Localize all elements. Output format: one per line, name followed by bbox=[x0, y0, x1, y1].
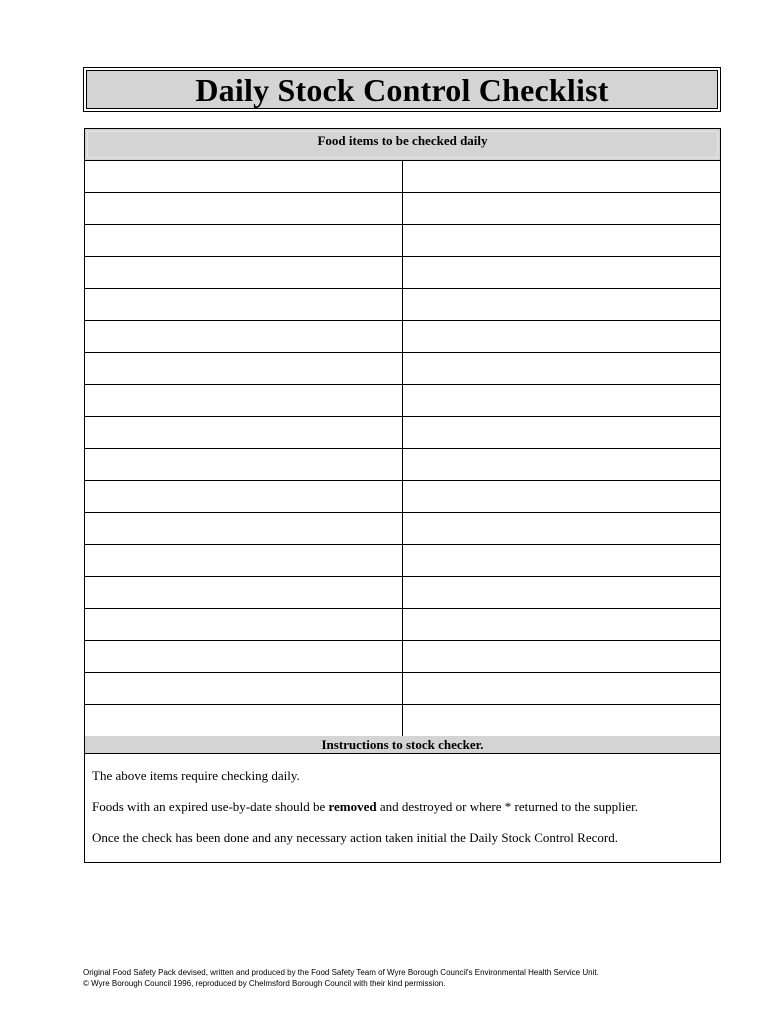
checklist-row bbox=[85, 321, 720, 353]
checklist-cell-left[interactable] bbox=[85, 641, 403, 672]
checklist-cell-left[interactable] bbox=[85, 193, 403, 224]
checklist-cell-left[interactable] bbox=[85, 321, 403, 352]
page-title: Daily Stock Control Checklist bbox=[195, 71, 609, 108]
checklist-header: Food items to be checked daily bbox=[87, 131, 718, 158]
checklist-cell-right[interactable] bbox=[403, 385, 720, 416]
checklist-row bbox=[85, 161, 720, 193]
checklist-cell-right[interactable] bbox=[403, 449, 720, 480]
checklist-cell-right[interactable] bbox=[403, 257, 720, 288]
checklist-cell-right[interactable] bbox=[403, 225, 720, 256]
checklist-cell-left[interactable] bbox=[85, 545, 403, 576]
checklist-grid bbox=[85, 161, 720, 737]
title-band bbox=[86, 70, 718, 109]
checklist-row bbox=[85, 417, 720, 449]
checklist-cell-left[interactable] bbox=[85, 385, 403, 416]
footer bbox=[83, 967, 723, 989]
checklist-cell-left[interactable] bbox=[85, 225, 403, 256]
instruction-line-2-end: and destroyed or where * returned to the supplier. bbox=[376, 799, 638, 814]
checklist-row bbox=[85, 449, 720, 481]
checklist-row bbox=[85, 225, 720, 257]
checklist-header-band bbox=[85, 129, 720, 161]
checklist-cell-left[interactable] bbox=[85, 449, 403, 480]
checklist-row bbox=[85, 289, 720, 321]
checklist-cell-left[interactable] bbox=[85, 289, 403, 320]
footer-copyright: © Wyre Borough Council 1996, reproduced by Chelmsford Borough Council with their kind permission. bbox=[83, 979, 446, 988]
checklist-row bbox=[85, 385, 720, 417]
checklist-cell-right[interactable] bbox=[403, 545, 720, 576]
instructions-header: Instructions to stock checker. bbox=[85, 736, 720, 754]
checklist-cell-left[interactable] bbox=[85, 161, 403, 192]
instruction-emphasis-removed: removed bbox=[328, 799, 377, 814]
checklist-row bbox=[85, 257, 720, 289]
checklist-cell-right[interactable] bbox=[403, 641, 720, 672]
instructions-body bbox=[92, 768, 712, 861]
checklist-cell-left[interactable] bbox=[85, 257, 403, 288]
checklist-cell-right[interactable] bbox=[403, 609, 720, 640]
checklist-row bbox=[85, 353, 720, 385]
checklist-row bbox=[85, 577, 720, 609]
checklist-row bbox=[85, 609, 720, 641]
checklist-row bbox=[85, 193, 720, 225]
checklist-cell-left[interactable] bbox=[85, 513, 403, 544]
checklist-cell-left[interactable] bbox=[85, 417, 403, 448]
checklist-cell-right[interactable] bbox=[403, 577, 720, 608]
checklist-cell-left[interactable] bbox=[85, 705, 403, 736]
checklist-cell-left[interactable] bbox=[85, 481, 403, 512]
checklist-cell-right[interactable] bbox=[403, 481, 720, 512]
instruction-line-2 bbox=[92, 799, 712, 830]
instruction-line-1: The above items require checking daily. bbox=[92, 768, 300, 783]
checklist-row bbox=[85, 673, 720, 705]
checklist-row bbox=[85, 513, 720, 545]
checklist-cell-right[interactable] bbox=[403, 321, 720, 352]
checklist-cell-left[interactable] bbox=[85, 673, 403, 704]
checklist-row bbox=[85, 705, 720, 737]
checklist-cell-right[interactable] bbox=[403, 289, 720, 320]
checklist-cell-right[interactable] bbox=[403, 161, 720, 192]
checklist-cell-left[interactable] bbox=[85, 609, 403, 640]
checklist-row bbox=[85, 481, 720, 513]
checklist-cell-right[interactable] bbox=[403, 193, 720, 224]
checklist-cell-right[interactable] bbox=[403, 513, 720, 544]
instruction-line-3: Once the check has been done and any necessary action taken initial the Daily Stock Control Record. bbox=[92, 830, 618, 845]
checklist-cell-right[interactable] bbox=[403, 673, 720, 704]
checklist-row bbox=[85, 641, 720, 673]
instruction-line-2-start: Foods with an expired use-by-date should be bbox=[92, 799, 329, 814]
title-box bbox=[83, 67, 721, 112]
footer-credit: Original Food Safety Pack devised, written and produced by the Food Safety Team of Wyre Borough Council's Environmental Health Service Unit. bbox=[83, 968, 599, 977]
checklist-cell-right[interactable] bbox=[403, 417, 720, 448]
checklist-cell-right[interactable] bbox=[403, 705, 720, 736]
checklist-cell-left[interactable] bbox=[85, 353, 403, 384]
checklist-table bbox=[84, 128, 721, 863]
checklist-row bbox=[85, 545, 720, 577]
checklist-cell-left[interactable] bbox=[85, 577, 403, 608]
checklist-cell-right[interactable] bbox=[403, 353, 720, 384]
